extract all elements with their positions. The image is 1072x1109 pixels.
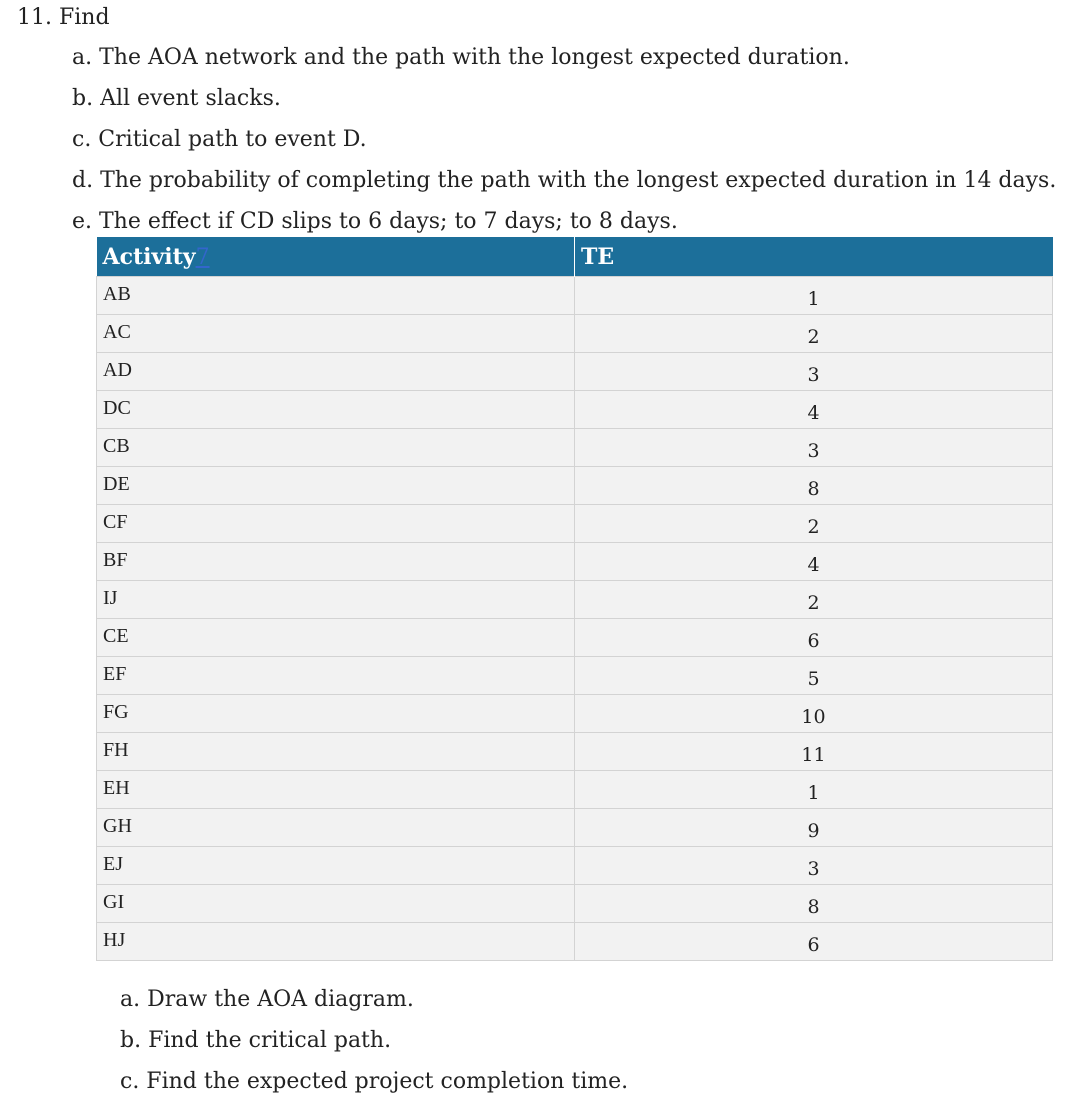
- task-list: [120, 986, 628, 1109]
- activity-cell: EF: [97, 657, 575, 695]
- activity-cell: CF: [97, 505, 575, 543]
- te-cell: 6: [575, 923, 1053, 961]
- activity-cell: AB: [97, 277, 575, 315]
- te-cell: 3: [575, 847, 1053, 885]
- table-row: [97, 315, 1053, 353]
- te-cell: 3: [575, 353, 1053, 391]
- footnote-link[interactable]: 7: [195, 244, 210, 270]
- table-row: [97, 657, 1053, 695]
- activity-cell: IJ: [97, 581, 575, 619]
- table-row: [97, 429, 1053, 467]
- activity-cell: HJ: [97, 923, 575, 961]
- te-cell: 2: [575, 581, 1053, 619]
- table-row: [97, 543, 1053, 581]
- question-item: a. The AOA network and the path with the longest expected duration.: [72, 45, 850, 70]
- problem-heading: 11. Find: [17, 5, 110, 30]
- te-cell: 3: [575, 429, 1053, 467]
- activity-cell: GI: [97, 885, 575, 923]
- task-item: a. Draw the AOA diagram.: [120, 987, 414, 1012]
- activity-cell: FG: [97, 695, 575, 733]
- te-cell: 2: [575, 315, 1053, 353]
- te-cell: 8: [575, 467, 1053, 505]
- table-row: [97, 467, 1053, 505]
- table-row: [97, 733, 1053, 771]
- question-list: [72, 44, 1056, 249]
- question-item: e. The effect if CD slips to 6 days; to 7 days; to 8 days.: [72, 209, 678, 234]
- te-cell: 4: [575, 391, 1053, 429]
- te-cell: 5: [575, 657, 1053, 695]
- activity-cell: CE: [97, 619, 575, 657]
- te-cell: 6: [575, 619, 1053, 657]
- te-cell: 1: [575, 277, 1053, 315]
- activity-table: [96, 237, 1053, 961]
- table-row: [97, 809, 1053, 847]
- question-item: c. Critical path to event D.: [72, 127, 367, 152]
- te-cell: 4: [575, 543, 1053, 581]
- activity-cell: EJ: [97, 847, 575, 885]
- activity-cell: AC: [97, 315, 575, 353]
- te-cell: 1: [575, 771, 1053, 809]
- activity-column-header: [97, 237, 575, 277]
- table-body: [97, 277, 1053, 961]
- table-row: [97, 885, 1053, 923]
- table-row: [97, 847, 1053, 885]
- te-cell: 2: [575, 505, 1053, 543]
- table-row: [97, 391, 1053, 429]
- activity-cell: EH: [97, 771, 575, 809]
- activity-cell: FH: [97, 733, 575, 771]
- task-item: b. Find the critical path.: [120, 1028, 392, 1053]
- activity-cell: GH: [97, 809, 575, 847]
- table-header-row: [97, 237, 1053, 277]
- table-row: [97, 581, 1053, 619]
- question-item: d. The probability of completing the path with the longest expected duration in 14 days.: [72, 168, 1057, 193]
- activity-header-label: Activity: [102, 243, 196, 270]
- te-column-header: TE: [575, 237, 1053, 277]
- table-row: [97, 619, 1053, 657]
- table-row: [97, 771, 1053, 809]
- te-cell: 9: [575, 809, 1053, 847]
- question-item: b. All event slacks.: [72, 86, 281, 111]
- table-row: [97, 277, 1053, 315]
- activity-cell: AD: [97, 353, 575, 391]
- table-row: [97, 695, 1053, 733]
- activity-cell: BF: [97, 543, 575, 581]
- activity-cell: DC: [97, 391, 575, 429]
- table-row: [97, 353, 1053, 391]
- te-cell: 8: [575, 885, 1053, 923]
- activity-cell: CB: [97, 429, 575, 467]
- te-cell: 11: [575, 733, 1053, 771]
- te-cell: 10: [575, 695, 1053, 733]
- task-item: c. Find the expected project completion time.: [120, 1069, 629, 1094]
- table-row: [97, 923, 1053, 961]
- activity-cell: DE: [97, 467, 575, 505]
- table-row: [97, 505, 1053, 543]
